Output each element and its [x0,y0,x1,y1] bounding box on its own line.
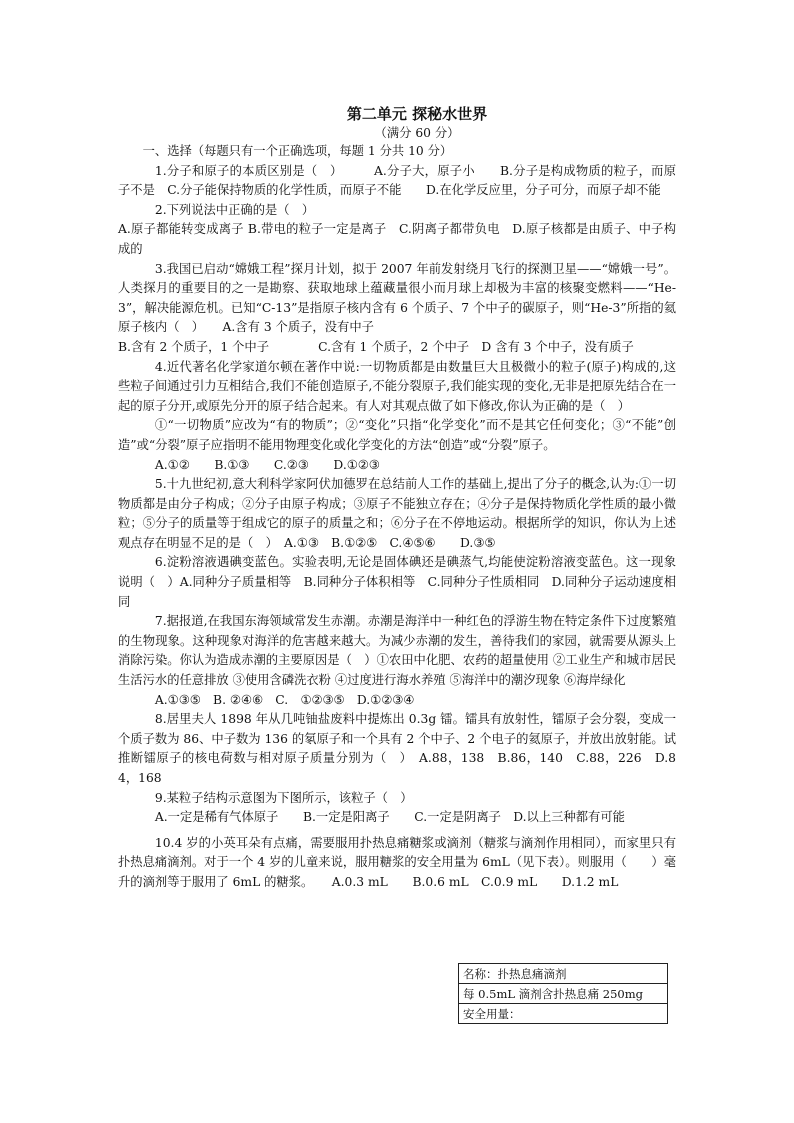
question-1: 1.分子和原子的本质区别是（ ） A.分子大，原子小 B.分子是构成物质的粒子，而原子不是 C.分子能保持物质的化学性质，而原子不能 D.在化学反应里，分子可分，而原子却不能 [118,163,676,198]
question-10: 10.4 岁的小英耳朵有点痛，需要服用扑热息痛糖浆或滴剂（糖浆与滴剂作用相同），而家里只有扑热息痛滴剂。对于一个 4 岁的儿童来说，服用糖浆的安全用量为 6mL（见下表）。则服用（ ）毫升的滴剂等于服用了 6mL 的糖浆。 A.0.3 mL B.0.6 mL C.0.9 mL D.1.2 mL [118,835,676,889]
question-4: 4.近代著名化学家道尔顿在著作中说:一切物质都是由数量巨大且极微小的粒子(原子)构成的,这些粒子间通过引力互相结合,我们不能创造原子,不能分裂原子,我们能实现的变化,无非是把原先结合在一起的原子分开,或原先分开的原子结合起来。有人对其观点做了如下修改,你认为正确的是（ ） [118,359,676,413]
question-2: 2.下列说法中正确的是（ ） [154,202,315,217]
medicine-label-table [458,963,668,1024]
label-row-safe [459,1004,668,1024]
page-title: 第二单元 探秘水世界 [346,105,488,123]
label-row-name [459,964,668,984]
label-dose-cell: 每 0.5mL 滴剂含扑热息痛 250mg [459,984,668,1004]
question-7: 7.据报道,在我国东海领域常发生赤潮。赤潮是海洋中一种红色的浮游生物在特定条件下过度繁殖的生物现象。这种现象对海洋的危害越来越大。为减少赤潮的发生，善待我们的家园，就需要从源头上消除污染。你认为造成赤潮的主要原因是（ ）①农田中化肥、农药的超量使用 ②工业生产和城市居民生活污水的任意排放 ③使用含磷洗衣粉 ④过度进行海水养殖 ⑤海洋中的潮汐现象 ⑥海岸绿化 [118,614,676,688]
question-7-options: A.①③⑤ B. ②④⑥ C. ①②③⑤ D.①②③④ [154,692,415,707]
question-2-options: A.原子都能转变成离子 B.带电的粒子一定是离子 C.阴离子都带负电 D.原子核都是由质子、中子构成的 [118,222,676,256]
label-row-dose [459,984,668,1004]
question-3: 3.我国已启动“嫦娥工程”探月计划，拟于 2007 年前发射绕月飞行的探测卫星——“嫦娥一号”。人类探月的重要目的之一是勘察、获取地球上蕴藏量很小而月球上却极为丰富的核聚变燃料——“He-3”，解决能源危机。已知“C-13”是指原子核内含有 6 个质子、7 个中子的碳原子，则“He-3”所指的氦原子核内（ ） A.含有 3 个质子，没有中子 [118,261,676,335]
exam-content [118,104,676,893]
question-4-options: A.①② B.①③ C.②③ D.①②③ [154,457,380,472]
section-heading: 一、选择（每题只有一个正确选项，每题 1 分共 10 分） [142,144,453,158]
question-9-options: A.一定是稀有气体原子 B.一定是阳离子 C.一定是阴离子 D.以上三种都有可能 [154,810,625,825]
question-9: 9.某粒子结构示意图为下图所示，该粒子（ ） [154,790,413,805]
label-safe-cell: 安全用量： [459,1004,668,1024]
label-name-cell: 名称：扑热息痛滴剂 [459,964,668,984]
question-6: 6.淀粉溶液遇碘变蓝色。实验表明,无论是固体碘还是碘蒸气,均能使淀粉溶液变蓝色。这一现象说明（ ）A.同种分子质量相等 B.同种分子体积相等 C.同种分子性质相同 D.同种分子运动速度相同 [118,555,676,609]
question-5: 5.十九世纪初,意大利科学家阿伏加德罗在总结前人工作的基础上,提出了分子的概念,认为:①一切物质都是由分子构成；②分子由原子构成；③原子不能独立存在；④分子是保持物质化学性质的最小微粒；⑤分子的质量等于组成它的原子的质量之和；⑥分子在不停地运动。根据所学的知识，你认为上述观点存在明显不足的是（ ） A.①③ B.①②⑤ C.④⑤⑥ D.③⑤ [118,477,676,550]
score-note: （满分 60 分） [374,126,460,140]
question-3-options: B.含有 2 个质子，1 个中子 C.含有 1 个质子，2 个中子 D 含有 3 个中子，没有质子 [118,339,634,354]
question-4-statements: ①“一切物质”应改为“有的物质”；②“变化”只指“化学变化”而不是其它任何变化；③“不能”创造”或“分裂”原子应指明不能用物理变化或化学变化的方法“创造”或“分裂”原子。 [118,418,676,452]
question-8: 8.居里夫人 1898 年从几吨铀盐废料中提炼出 0.3g 镭。镭具有放射性，镭原子会分裂，变成一个质子数为 86、中子数为 136 的氡原子和一个具有 2 个中子、2 个电子的氦原子，并放出放射能。试推断镭原子的核电荷数与相对原子质量分别为（ ） A.88，138 B.86，140 C.88，226 D.84，168 [118,712,676,785]
